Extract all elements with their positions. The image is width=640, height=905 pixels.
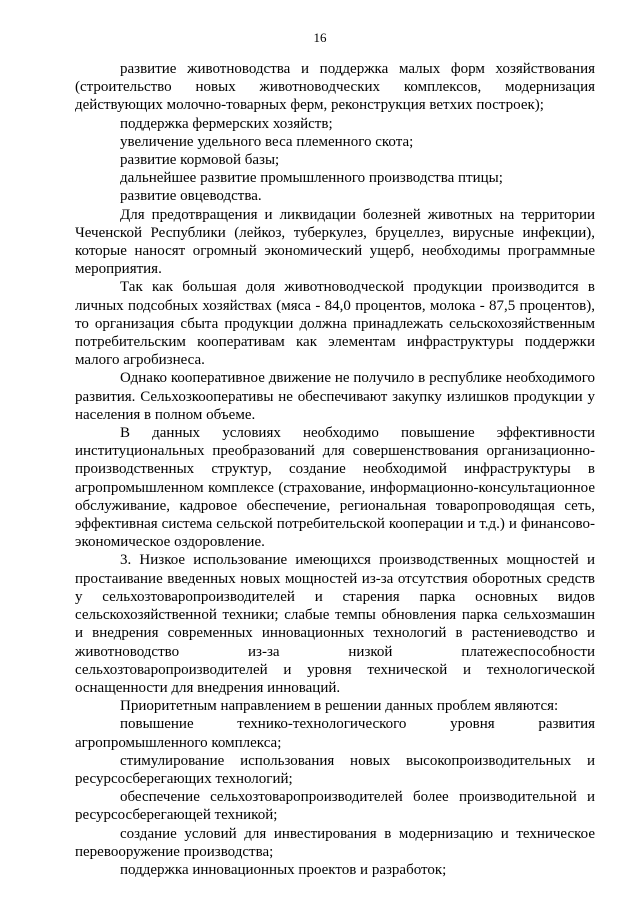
paragraph: Приоритетным направлением в решении данных проблем являются: [120,698,559,715]
list-item: развитие овцеводства. [120,188,262,205]
page-number: 16 [313,30,327,45]
paragraph: повышение технико-технологического уровня развития агропромышленного комплекса; [75,716,595,751]
list-item: поддержка фермерских хозяйств; [120,115,333,132]
paragraph: обеспечение сельхозтоваропроизводителей более производительной и ресурсосберегающей техникой; [75,789,595,824]
paragraph: создание условий для инвестирования в модернизацию и техническое перевооружение производства; [75,825,595,860]
paragraph: поддержка инновационных проектов и разработок; [120,861,447,878]
paragraph: Однако кооперативное движение не получило в республике необходимого развития. Сельхозкооперативы не обеспечивают закупку излишков продукции у населения в полном объеме. [75,370,595,423]
list-item: увеличение удельного веса племенного скота; [120,133,414,150]
list-item: развитие кормовой базы; [120,152,280,169]
document-body [75,60,595,879]
paragraph: Для предотвращения и ликвидации болезней животных на территории Чеченской Республики (лейкоз, туберкулез, бруцеллез, вирусные инфекции), которые наносят огромный экономический ущерб, необходимы программные мероприятия. [75,206,595,278]
list-item: дальнейшее развитие промышленного производства птицы; [120,170,503,187]
paragraph: стимулирование использования новых высокопроизводительных и ресурсосберегающих технологий; [75,752,595,787]
paragraph: Так как большая доля животноводческой продукции производится в личных подсобных хозяйствах (мяса - 84,0 процентов, молока - 87,5 процентов), то организация сбыта продукции должна принадлежать сельскохозяйственным потребительским кооперативам как элементам инфраструктуры поддержки малого агробизнеса. [75,279,595,369]
paragraph: В данных условиях необходимо повышение эффективности институциональных преобразований для совершенствования организационно-производственных структур, создание необходимой инфраструктуры в агропромышленном комплексе (страхование, информационно-консультационное обслуживание, кадровое обеспечение, региональная товаропроводящая сеть, эффективная система сельской потребительской кооперации и т.д.) и финансово-экономическое оздоровление. [75,425,595,551]
paragraph: развитие животноводства и поддержка малых форм хозяйствования (строительство новых животноводческих комплексов, модернизация действующих молочно-товарных ферм, реконструкция ветхих построек); [75,61,595,114]
paragraph: 3. Низкое использование имеющихся производственных мощностей и простаивание введенных новых мощностей из-за отсутствия оборотных средств у сельхозтоваропроизводителей и старения парка основных видов сельскохозяйственной техники; слабые темпы обновления парка сельхозмашин и внедрения современных инновационных технологий в растениеводство и животноводство из-за низкой платежеспособности сельхозтоваропроизводителей и уровня технической и технологической оснащенности для внедрения инноваций. [75,552,595,696]
